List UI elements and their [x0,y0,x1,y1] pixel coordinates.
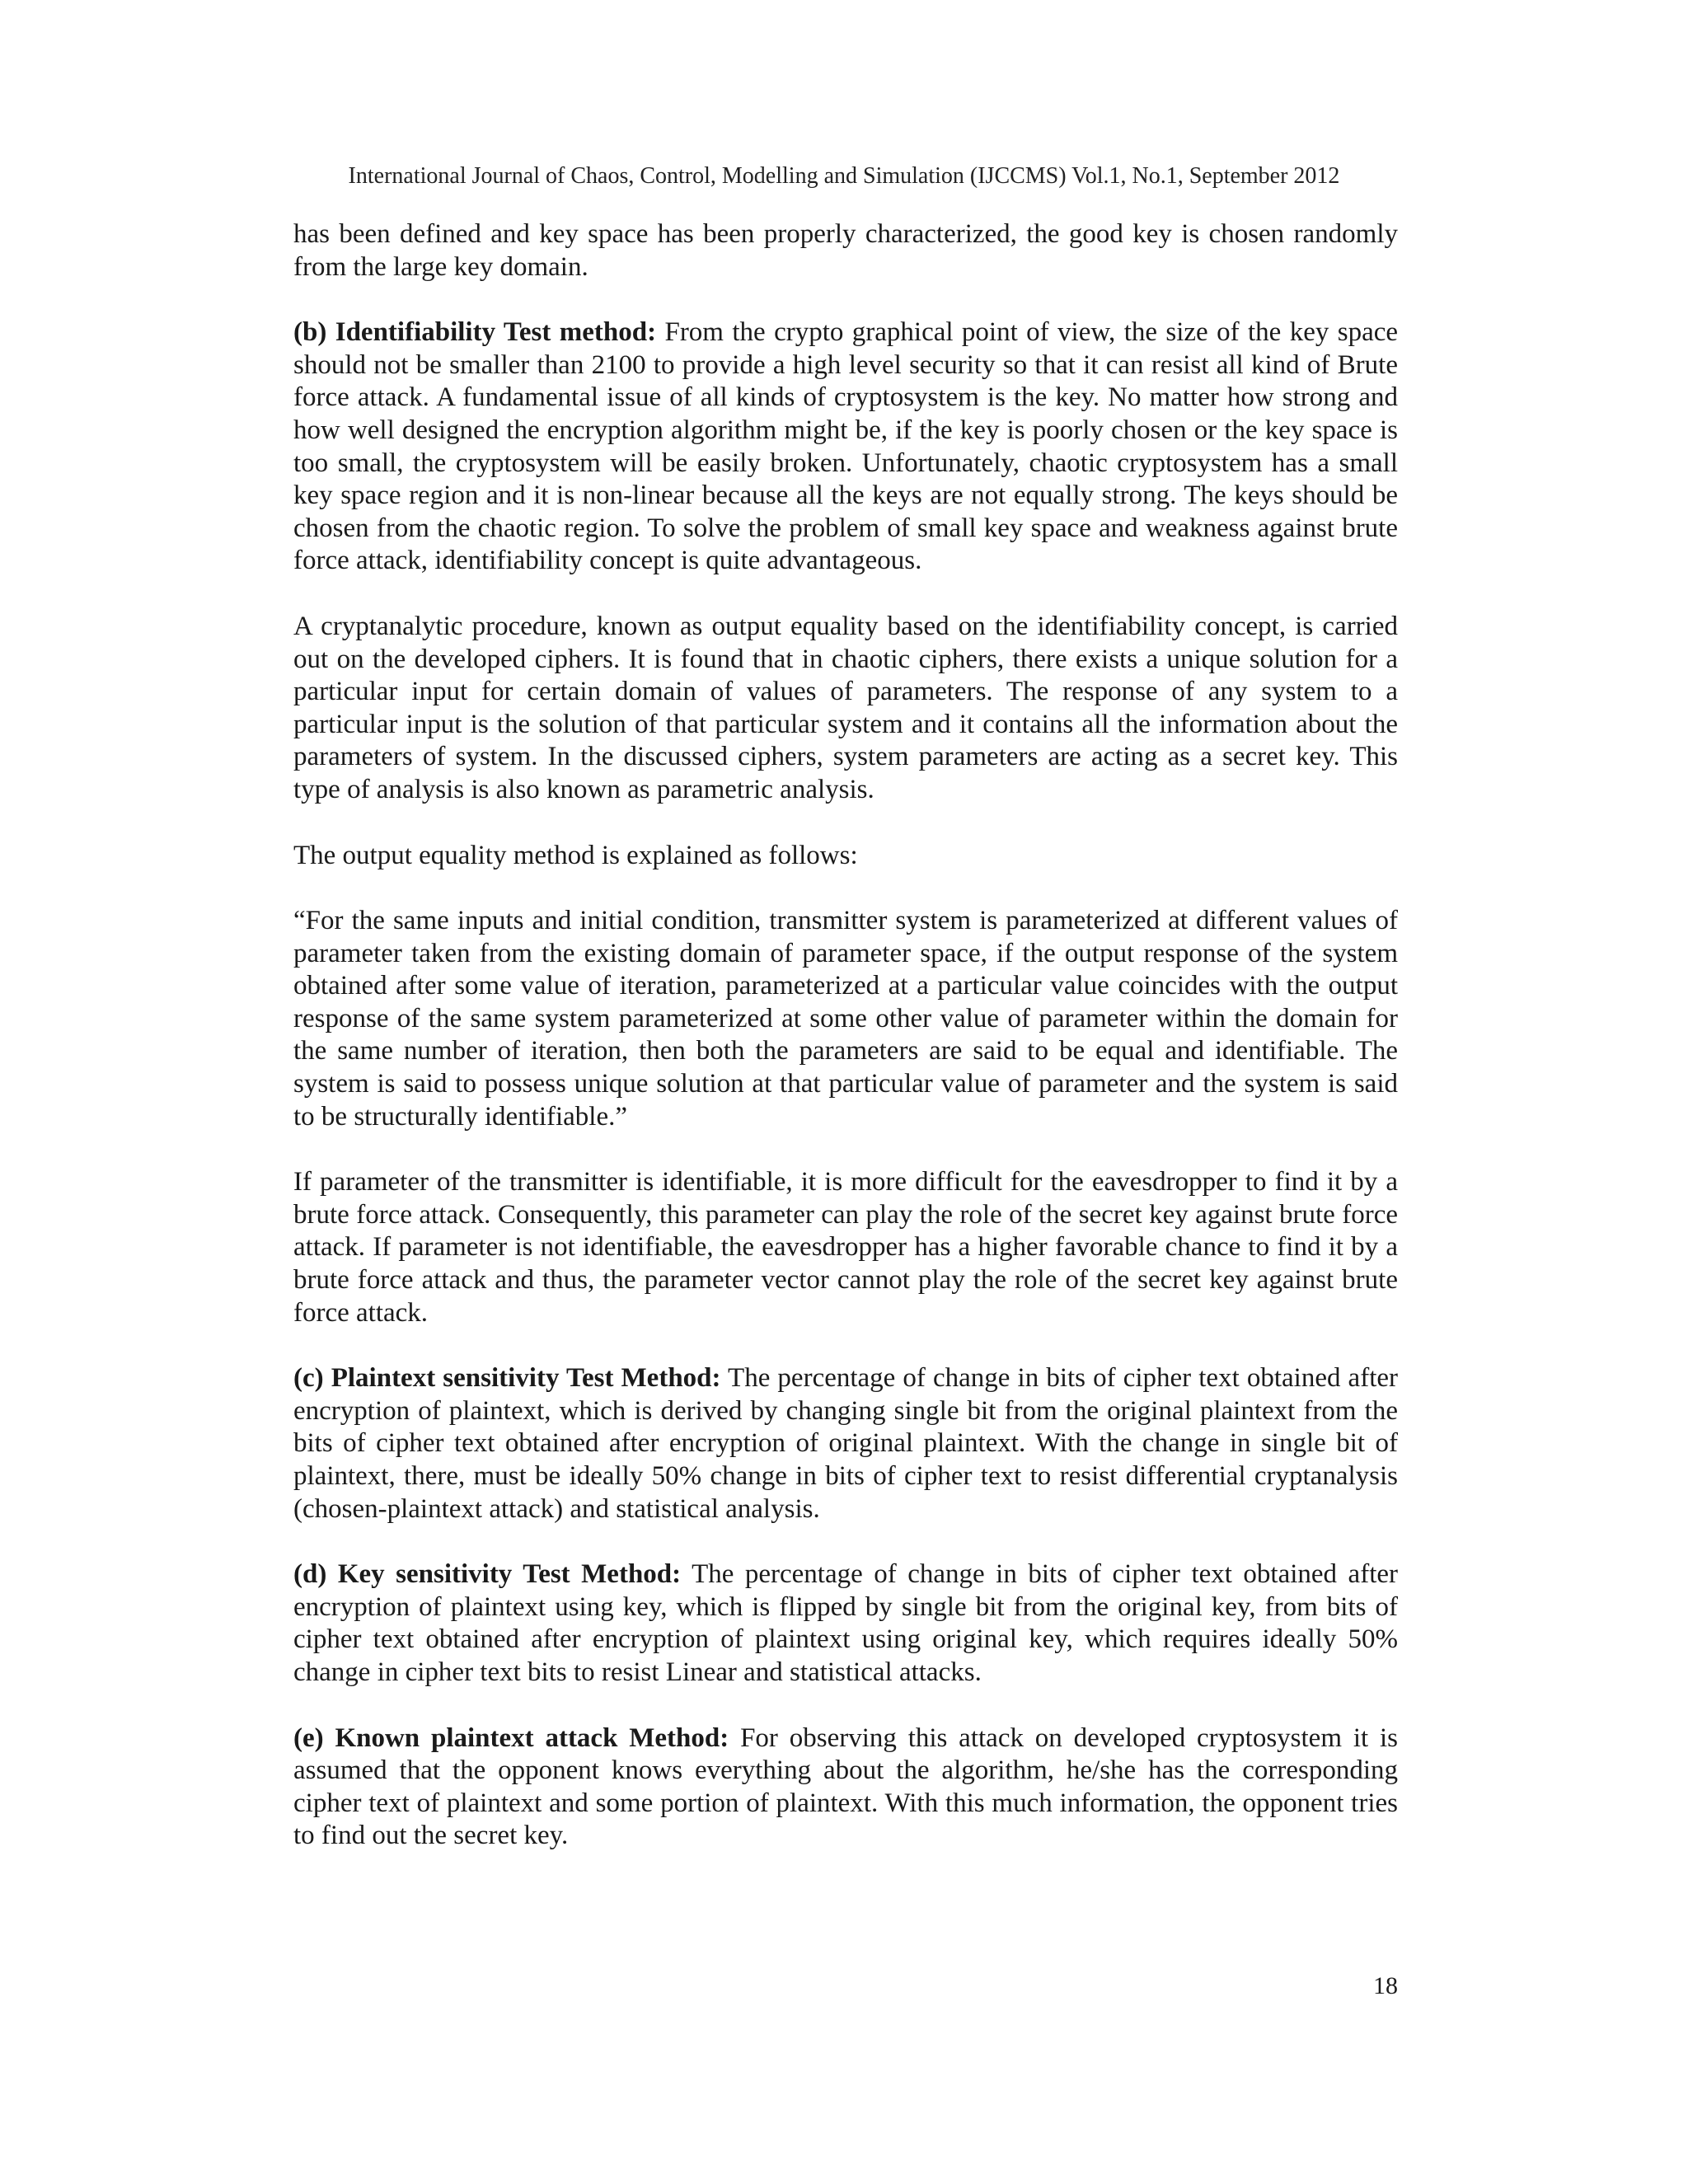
paragraph-identifiability [293,316,1398,578]
paragraph-definition-quote [293,905,1398,1133]
paragraph-text: The output equality method is explained as follows: [293,840,858,870]
paragraph-text: The percentage of change in bits of cipher text obtained after encryption of plaintext, which is derived by changing single bit from the original plaintext from the bits of cipher text obtained after encryption of original plaintext. With the change in single bit of plaintext, there, must be ideally 50% change in bits of cipher text to resist differential cryptanalysis (chosen-plaintext attack) and statistical analysis. [293,1363,1399,1524]
article-body [293,218,1398,1853]
paragraph-text: has been defined and key space has been properly characterized, the good key is chosen randomly from the large key domain. [293,219,1398,282]
section-heading-key-sensitivity: (d) Key sensitivity Test Method: [293,1559,682,1590]
paragraph-text: For observing this attack on developed cryptosystem it is assumed that the opponent knows everything about the algorithm, he/she has the corresponding cipher text of plaintext and some portion of plaintext. With this much information, the opponent tries to find out the secret key. [293,1722,1398,1851]
paragraph-text: A cryptanalytic procedure, known as output equality based on the identifiability concept, is carried out on the developed ciphers. It is found that in chaotic ciphers, there exists a unique solution for a particular input for certain domain of values of parameters. The response of any system to a particular input is the solution of that particular system and it contains all the information about the parameters of system. In the discussed ciphers, system parameters are acting as a secret key. This type of analysis is also known as parametric analysis. [293,611,1398,804]
paragraph-key-sensitivity [293,1558,1398,1689]
paragraph-continuation [293,218,1398,284]
section-heading-identifiability: (b) Identifiability Test method: [293,317,657,348]
running-header: International Journal of Chaos, Control, Modelling and Simulation (IJCCMS) Vol.1, No.1, September 2012 [348,163,1340,189]
paragraph-text: “For the same inputs and initial condition, transmitter system is parameterized at different values of parameter taken from the existing domain of parameter space, if the output response of the system obtained after some value of iteration, parameterized at a particular value coincides with the output response of the same system parameterized at some other value of parameter within the domain for the same number of iteration, then both the parameters are said to be equal and identifiable. The system is said to possess unique solution at that particular value of parameter and the system is said to be structurally identifiable.” [293,906,1398,1132]
paragraph-text: If parameter of the transmitter is identifiable, it is more difficult for the eavesdropper to find it by a brute force attack. Consequently, this parameter can play the role of the secret key against brute force attack. If parameter is not identifiable, the eavesdropper has a higher favorable chance to find it by a brute force attack and thus, the parameter vector cannot play the role of the secret key against brute force attack. [293,1167,1398,1328]
paragraph-output-equality-intro [293,840,1398,873]
paragraph-known-plaintext [293,1722,1398,1853]
section-heading-known-plaintext: (e) Known plaintext attack Method: [293,1722,729,1753]
page-number: 18 [1373,1972,1398,1999]
paragraph-brute-force [293,1166,1398,1329]
paragraph-cryptanalytic-procedure [293,611,1398,807]
section-heading-plaintext-sensitivity: (c) Plaintext sensitivity Test Method: [293,1363,721,1394]
paragraph-text: The percentage of change in bits of cipher text obtained after encryption of plaintext using key, which is flipped by single bit from the original key, from bits of cipher text obtained after encryption of plaintext using original key, which requires ideally 50% change in cipher text bits to resist Linear and statistical attacks. [293,1559,1398,1687]
paragraph-text: From the crypto graphical point of view, the size of the key space should not be smaller than 2100 to provide a high level security so that it can resist all kind of Brute force attack. A fundamental issue of all kinds of cryptosystem is the key. No matter how strong and how well designed the encryption algorithm might be, if the key is poorly chosen or the key space is too small, the cryptosystem will be easily broken. Unfortunately, chaotic cryptosystem has a small key space region and it is non-linear because all the keys are not equally strong. The keys should be chosen from the chaotic region. To solve the problem of small key space and weakness against brute force attack, identifiability concept is quite advantageous. [293,317,1399,576]
paragraph-plaintext-sensitivity [293,1362,1398,1526]
